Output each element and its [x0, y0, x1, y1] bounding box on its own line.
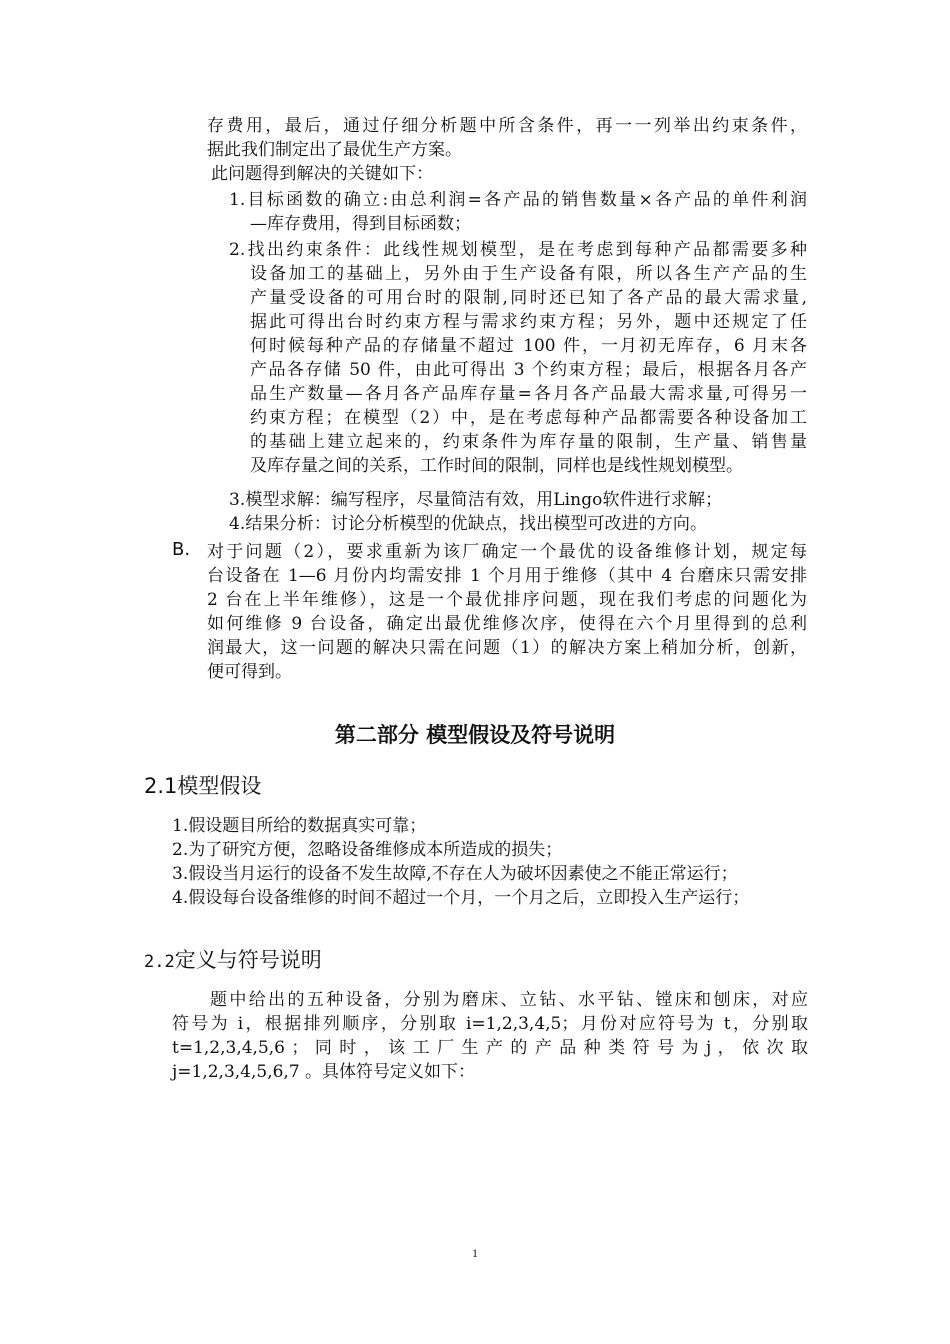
part-b-line-3: 2 台在上半年维修），这是一个最优排序问题，现在我们考虑的问题化为: [207, 590, 807, 610]
step-2-line-5: 何时候每种产品的存储量不超过 100 件，一月初无库存，6 月末各: [250, 336, 807, 356]
subsection-2-1-heading: [144, 772, 261, 800]
step-2-line-9: 的基础上建立起来的，约束条件为库存量的限制，生产量、销售量: [250, 432, 807, 452]
step-1-line-2: —库存费用，得到目标函数；: [250, 214, 471, 234]
part-b-line-6: 便可得到。: [207, 662, 292, 682]
part-b-line-4: 如何维修 9 台设备，确定出最优维修次序，使得在六个月里得到的总利: [207, 614, 807, 634]
step-1: [229, 188, 807, 236]
step-2-line-8: 约束方程；在模型（2）中，是在考虑每种产品都需要各种设备加工: [250, 408, 807, 428]
step-2: [229, 238, 807, 478]
step-2-line-6: 产品各存储 50 件，由此可得出 3 个约束方程；最后，根据各月各产: [250, 360, 807, 380]
assumption-item-1: 1.假设题目所给的数据真实可靠；: [172, 816, 427, 836]
subsection-2-2-heading: [144, 946, 322, 976]
part-b-paragraph: [207, 540, 807, 684]
key-points-intro: 此问题得到解决的关键如下：: [211, 164, 434, 184]
part-b-line-2: 台设备在 1—6 月份内均需安排 1 个月用于维修（其中 4 台磨床只需安排: [207, 566, 807, 586]
step-2-line-1: 2.找出约束条件：此线性规划模型，是在考虑到每种产品都需要多种: [229, 240, 807, 260]
subsection-2-1-title: 模型假设: [177, 774, 262, 798]
intro-line-1: 存费用，最后，通过仔细分析题中所含条件，再一一列举出约束条件，: [207, 116, 807, 136]
assumption-item-2: 2.为了研究方便，忽略设备维修成本所造成的损失；: [172, 840, 563, 860]
assumption-list: [172, 814, 749, 910]
definitions-line-2: 符号为 i，根据排列顺序，分别取 i=1,2,3,4,5；月份对应符号为 t，分别取: [172, 1014, 808, 1034]
intro-paragraph: [207, 114, 807, 162]
part-b-marker: B.: [172, 539, 191, 560]
subsection-2-2-title: 定义与符号说明: [174, 948, 322, 972]
step-1-line-1: 1.目标函数的确立:由总利润=各产品的销售数量×各产品的单件利润: [229, 190, 807, 210]
definitions-line-3: t=1,2,3,4,5,6 ； 同 时 ， 该 工 厂 生 产 的 产 品 种 类 符 号 为 j ， 依 次 取: [172, 1038, 808, 1058]
step-2-line-4: 据此可得出台时约束方程与需求约束方程；另外，题中还规定了任: [250, 312, 807, 332]
subsection-2-2-number: 2.2: [144, 952, 175, 972]
step-2-line-2: 设备加工的基础上，另外由于生产设备有限，所以各生产产品的生: [250, 264, 807, 284]
assumption-item-3: 3.假设当月运行的设备不发生故障,不存在人为破坏因素使之不能正常运行；: [172, 864, 738, 884]
section-2-title: 第二部分 模型假设及符号说明: [334, 723, 616, 747]
definitions-line-4: j=1,2,3,4,5,6,7 。具体符号定义如下：: [172, 1062, 476, 1082]
intro-line-2: 据此我们制定出了最优生产方案。: [207, 140, 462, 160]
step-2-line-3: 产量受设备的可用台时的限制,同时还已知了各产品的最大需求量,: [250, 288, 807, 308]
subsection-2-1-number: 2.1: [144, 774, 178, 798]
definitions-paragraph: [172, 988, 808, 1084]
step-2-line-7: 品生产数量—各月各产品库存量=各月各产品最大需求量,可得另一: [250, 384, 807, 404]
assumption-item-4: 4.假设每台设备维修的时间不超过一个月，一个月之后，立即投入生产运行；: [172, 888, 750, 908]
part-b-line-1: 对于问题（2），要求重新为该厂确定一个最优的设备维修计划，规定每: [207, 542, 807, 562]
step-3: 3.模型求解：编写程序，尽量简洁有效，用Lingo软件进行求解；: [229, 490, 723, 510]
part-b-line-5: 润最大，这一问题的解决只需在问题（1）的解决方案上稍加分析，创新，: [207, 638, 807, 658]
page-number: 1: [472, 1246, 478, 1260]
step-2-line-10: 及库存量之间的关系，工作时间的限制，同样也是线性规划模型。: [250, 456, 743, 476]
step-4: 4.结果分析：讨论分析模型的优缺点，找出模型可改进的方向。: [229, 514, 708, 534]
definitions-line-1: 题中给出的五种设备，分别为磨床、立钻、水平钻、镗床和刨床，对应: [210, 990, 808, 1010]
